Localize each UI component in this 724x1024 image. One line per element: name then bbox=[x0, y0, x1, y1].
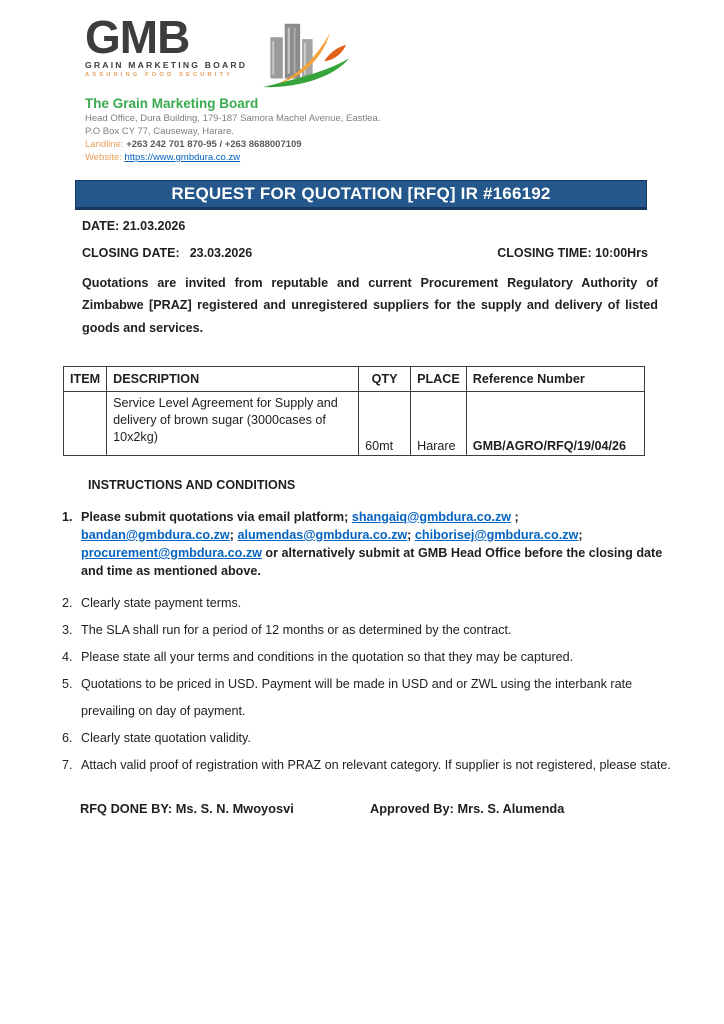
header-qty: QTY bbox=[359, 366, 411, 391]
instruction-number: 2. bbox=[62, 595, 73, 610]
table-header-row bbox=[64, 366, 645, 391]
instruction-text: Clearly state payment terms. bbox=[81, 595, 242, 610]
rfq-title: REQUEST FOR QUOTATION [RFQ] IR #166192 bbox=[171, 183, 551, 203]
website-label: Website: bbox=[85, 151, 122, 163]
rfq-items-table bbox=[63, 366, 645, 456]
instruction-number: 3. bbox=[62, 622, 73, 637]
closing-time-value: 10:00Hrs bbox=[595, 245, 648, 260]
instruction-item bbox=[62, 671, 674, 725]
instructions-heading: INSTRUCTIONS AND CONDITIONS bbox=[88, 477, 296, 492]
landline-label: Landline: bbox=[85, 138, 124, 150]
header-reference: Reference Number bbox=[466, 366, 644, 391]
header-place: PLACE bbox=[411, 366, 467, 391]
instructions-list bbox=[62, 508, 674, 779]
cell-item bbox=[64, 391, 107, 455]
email-link[interactable]: procurement@gmbdura.co.zw bbox=[81, 546, 262, 560]
cell-qty: 60mt bbox=[359, 391, 411, 455]
intro-paragraph: Quotations are invited from reputable and current Procurement Regulatory Authority of Zimbabwe [PRAZ] registered and unregistered suppliers for the supply and delivery of listed goods and services. bbox=[82, 275, 658, 335]
gmb-logo-tagline: ASSURING FOOD SECURITY bbox=[85, 72, 234, 79]
instruction-number: 4. bbox=[62, 649, 73, 664]
instruction-text: Quotations to be priced in USD. Payment will be made in USD and or ZWL using the interbank rate prevailing on day of payment. bbox=[81, 676, 633, 718]
instruction-text: Attach valid proof of registration with PRAZ on relevant category. If supplier is not registered, please state. bbox=[81, 757, 671, 772]
landline-value: +263 242 701 870-95 / +263 8688007109 bbox=[126, 138, 302, 150]
instruction-item bbox=[62, 644, 674, 671]
instruction-number: 1. bbox=[62, 509, 73, 524]
instruction-item bbox=[62, 752, 674, 779]
closing-time bbox=[497, 246, 648, 260]
instruction-number: 6. bbox=[62, 730, 73, 745]
date-label: DATE: bbox=[82, 218, 120, 233]
instruction-item bbox=[62, 508, 674, 581]
gmb-logo-name: GRAIN MARKETING BOARD bbox=[85, 60, 248, 71]
address-line-2: P.O Box CY 77, Causeway, Harare. bbox=[85, 126, 234, 138]
rfq-title-bar bbox=[75, 180, 647, 210]
instruction-item bbox=[62, 617, 674, 644]
instruction-item bbox=[62, 725, 674, 752]
org-name: The Grain Marketing Board bbox=[85, 96, 259, 111]
closing-date bbox=[82, 246, 252, 260]
gmb-logo-acronym: GMB bbox=[85, 11, 190, 63]
letterhead bbox=[0, 0, 724, 164]
email-link[interactable]: chiborisej@gmbdura.co.zw bbox=[414, 527, 579, 542]
rfq-done-by: RFQ DONE BY: Ms. S. N. Mwoyosvi bbox=[80, 800, 294, 816]
instruction-text: Clearly state quotation validity. bbox=[81, 730, 251, 745]
cell-reference: GMB/AGRO/RFQ/19/04/26 bbox=[466, 391, 644, 455]
date-line bbox=[82, 219, 724, 233]
instruction-number: 5. bbox=[62, 676, 73, 691]
closing-date-label: CLOSING DATE: bbox=[82, 245, 180, 260]
email-link[interactable]: bandan@gmbdura.co.zw bbox=[81, 527, 230, 542]
gmb-buildings-icon bbox=[253, 18, 353, 90]
closing-row bbox=[82, 246, 648, 260]
table-row bbox=[64, 391, 645, 455]
landline-line bbox=[85, 139, 724, 151]
gmb-logo bbox=[85, 11, 724, 90]
email-link[interactable]: shangaiq@gmbdura.co.zw bbox=[351, 509, 512, 524]
approved-by: Approved By: Mrs. S. Alumenda bbox=[370, 800, 565, 816]
signoff-row bbox=[80, 801, 724, 816]
date-value: 21.03.2026 bbox=[122, 218, 186, 233]
cell-place: Harare bbox=[411, 391, 467, 455]
closing-date-value: 23.03.2026 bbox=[189, 245, 253, 260]
gmb-logo-text bbox=[85, 11, 248, 79]
instruction-number: 7. bbox=[62, 757, 73, 772]
instruction-text: Please state all your terms and conditions in the quotation so that they may be captured. bbox=[81, 649, 574, 664]
cell-description: Service Level Agreement for Supply and delivery of brown sugar (3000cases of 10x2kg) bbox=[107, 391, 359, 455]
address-line-1: Head Office, Dura Building, 179-187 Samora Machel Avenue, Eastlea. bbox=[85, 113, 381, 124]
header-description: DESCRIPTION bbox=[107, 366, 359, 391]
instruction-text: The SLA shall run for a period of 12 months or as determined by the contract. bbox=[81, 622, 512, 637]
website-link[interactable]: https://www.gmbdura.co.zw bbox=[124, 151, 241, 163]
website-line bbox=[85, 152, 724, 164]
instruction-text: Please submit quotations via email platform; shangaiq@gmbdura.co.zw ; bandan@gmbdura.co.zw; alumendas@gmbdura.co.zw; chiborisej@gmbdura.co.zw; procurement@gmbdura.co.zw or alternatively submit at GMB Head Office before the closing date and time as mentioned above. bbox=[81, 509, 663, 579]
closing-time-label: CLOSING TIME: bbox=[497, 245, 592, 260]
header-item: ITEM bbox=[64, 366, 107, 391]
email-link[interactable]: alumendas@gmbdura.co.zw bbox=[237, 527, 408, 542]
instruction-item bbox=[62, 590, 674, 617]
